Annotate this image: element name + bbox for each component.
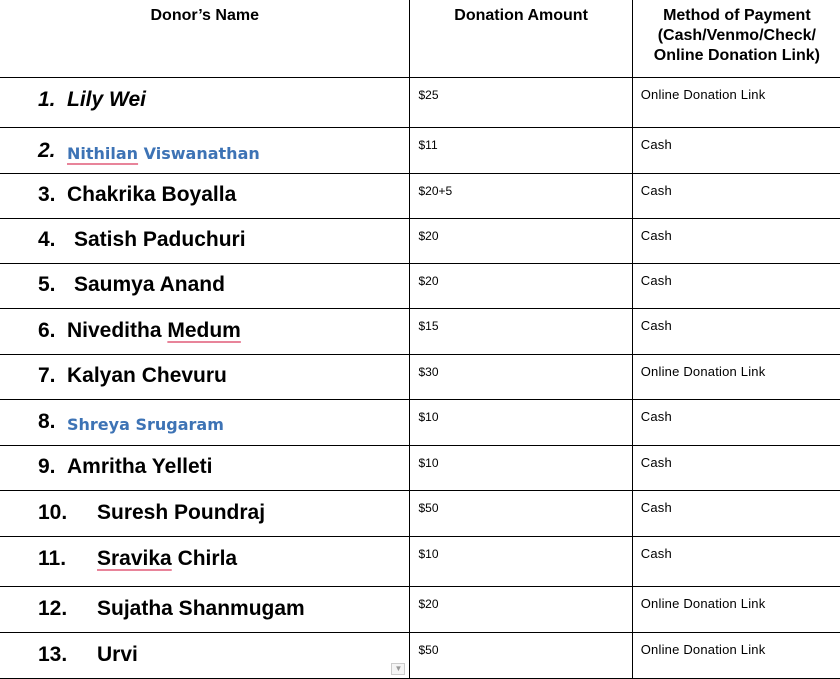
header-row [0,0,840,78]
donation-amount: $50 [418,643,439,657]
donor-name: Niveditha Medum [67,319,241,342]
amount-cell[interactable] [410,219,632,264]
amount-cell[interactable] [410,128,632,174]
table-row [0,219,840,264]
donation-amount: $50 [418,501,439,515]
donation-amount: $25 [418,88,439,102]
method-cell[interactable] [632,219,840,264]
donation-amount: $11 [418,138,438,152]
donor-name-cell[interactable] [0,400,410,446]
row-number: 5. [38,273,56,296]
table-row [0,128,840,174]
donor-name-cell[interactable] [0,537,410,587]
method-cell[interactable] [632,355,840,400]
donor-name: Urvi [97,643,138,666]
row-number: 6. [38,319,56,342]
payment-method: Online Donation Link [640,87,766,102]
donor-name: Satish Paduchuri [74,228,246,251]
donation-amount: $20 [418,274,439,288]
donation-amount: $10 [418,410,439,424]
table-row [0,491,840,537]
payment-method: Cash [640,273,672,288]
row-number: 11. [38,547,67,570]
donation-amount: $30 [418,365,439,379]
donor-name: Amritha Yelleti [67,455,213,478]
table-row [0,264,840,309]
row-number: 1. [38,88,56,111]
table-row [0,400,840,446]
payment-method: Cash [640,228,672,243]
payment-method: Cash [640,500,672,515]
table-row [0,587,840,633]
amount-cell[interactable] [410,537,632,587]
method-cell[interactable] [632,128,840,174]
amount-cell[interactable] [410,587,632,633]
method-cell[interactable] [632,446,840,491]
payment-method: Cash [640,183,672,198]
payment-method: Cash [640,137,672,152]
method-cell[interactable] [632,633,840,679]
donor-name: Shreya Srugaram [67,415,224,434]
method-cell[interactable] [632,537,840,587]
payment-method: Cash [640,455,672,470]
amount-cell[interactable] [410,355,632,400]
payment-method: Online Donation Link [640,596,766,611]
row-number: 10. [38,501,68,524]
donor-name-cell[interactable] [0,78,410,128]
table-row [0,537,840,587]
header-donation-amount: Donation Amount [410,0,632,78]
method-cell[interactable] [632,264,840,309]
amount-cell[interactable] [410,446,632,491]
row-number: 9. [38,455,56,478]
table-row [0,174,840,219]
chevron-down-icon[interactable]: ▼ [391,663,405,675]
amount-cell[interactable] [410,309,632,355]
payment-method: Cash [640,546,672,561]
donor-name-cell[interactable] [0,219,410,264]
amount-cell[interactable] [410,174,632,219]
amount-cell[interactable] [410,400,632,446]
donor-name-cell[interactable] [0,633,410,679]
table-row [0,355,840,400]
row-number: 3. [38,183,56,206]
row-number: 8. [38,410,56,433]
header-payment-method: Method of Payment (Cash/Venmo/Check/ Online Donation Link) [632,0,840,78]
row-number: 12. [38,597,68,620]
donor-name-cell[interactable] [0,491,410,537]
donor-name-cell[interactable] [0,174,410,219]
donation-amount: $20 [418,229,439,243]
donation-amount: $10 [418,456,439,470]
row-number: 2. [38,139,56,162]
row-number: 4. [38,228,56,251]
method-cell[interactable] [632,400,840,446]
donor-name: Kalyan Chevuru [67,364,227,387]
method-cell[interactable] [632,78,840,128]
donor-name: Sravika Chirla [97,547,238,570]
donation-amount: $20 [418,597,439,611]
method-cell[interactable] [632,587,840,633]
donor-name: Lily Wei [67,88,146,111]
donor-name-cell[interactable] [0,587,410,633]
donor-name-cell[interactable] [0,309,410,355]
payment-method: Online Donation Link [640,364,766,379]
donor-name: Sujatha Shanmugam [97,597,305,620]
donor-name-cell[interactable] [0,446,410,491]
header-donor-name: Donor’s Name [0,0,410,78]
method-cell[interactable] [632,309,840,355]
payment-method: Cash [640,409,672,424]
amount-cell[interactable] [410,264,632,309]
payment-method: Online Donation Link [640,642,766,657]
donor-name: Nithilan Viswanathan [67,144,260,163]
donation-amount: $20+5 [418,184,453,198]
donor-name-cell[interactable] [0,128,410,174]
donor-name: Saumya Anand [74,273,225,296]
donor-name: Chakrika Boyalla [67,183,237,206]
amount-cell[interactable] [410,491,632,537]
row-number: 7. [38,364,56,387]
donation-amount: $15 [418,319,439,333]
table-row [0,78,840,128]
row-number: 13. [38,643,68,666]
method-cell[interactable] [632,174,840,219]
method-cell[interactable] [632,491,840,537]
donor-name-cell[interactable] [0,355,410,400]
donor-name-cell[interactable] [0,264,410,309]
donation-amount: $10 [418,547,439,561]
table-row [0,309,840,355]
table-row [0,446,840,491]
amount-cell[interactable] [410,78,632,128]
table-row [0,633,840,679]
amount-cell[interactable] [410,633,632,679]
donor-name: Suresh Poundraj [97,501,266,524]
payment-method: Cash [640,318,672,333]
